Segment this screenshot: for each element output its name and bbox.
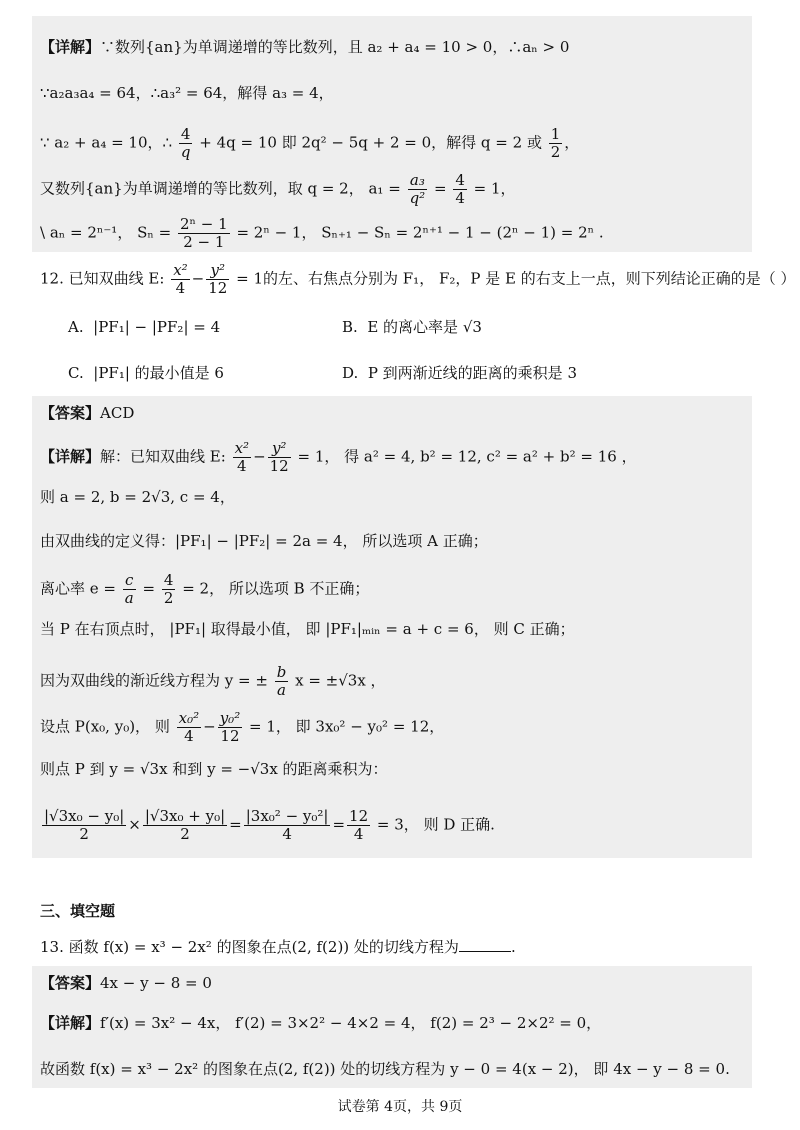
fraction bbox=[171, 262, 189, 297]
text: 则点 P 到 y = √3x 和到 y = −√3x 的距离乘积为： bbox=[40, 760, 388, 778]
q12-detail-line-4 bbox=[40, 572, 369, 607]
denominator: 2 bbox=[79, 825, 89, 843]
option-label: D. bbox=[342, 364, 359, 382]
text: ， bbox=[564, 133, 580, 152]
fraction bbox=[179, 126, 193, 161]
fraction bbox=[408, 172, 428, 207]
answer-blank bbox=[459, 937, 511, 952]
q12-answer bbox=[40, 402, 134, 424]
option-label: C. bbox=[68, 364, 84, 382]
denominator: 4 bbox=[353, 825, 364, 843]
text: 离心率 e = bbox=[40, 579, 116, 598]
q12-detail-line-3 bbox=[40, 530, 488, 552]
text: − bbox=[253, 447, 266, 466]
text: = 1， 得 a² = 4, b² = 12, c² = a² + b² = 16 ， bbox=[297, 447, 637, 466]
section-title-text: 三、填空题 bbox=[40, 902, 116, 920]
numerator: 1 bbox=[550, 125, 561, 143]
answer-value: 4x − y − 8 = 0 bbox=[100, 974, 212, 992]
page-number: 试卷第 4页，共 9页 bbox=[337, 1099, 463, 1115]
detail-label: 【详解】 bbox=[40, 1014, 101, 1032]
text: 因为双曲线的渐近线方程为 y = ± bbox=[40, 671, 268, 690]
numerator: 2ⁿ − 1 bbox=[179, 215, 228, 233]
text: ∵数列{an}为单调递增的等比数列，且 a₂ + a₄ = 10 > 0，∴aₙ > 0 bbox=[100, 38, 570, 56]
text: = bbox=[433, 179, 447, 198]
numerator: y² bbox=[268, 440, 291, 458]
numerator: y₀² bbox=[219, 709, 241, 727]
answer-value: ACD bbox=[100, 404, 135, 422]
text: 当 P 在右顶点时， |PF₁| 取得最小值， 即 |PF₁|ₘᵢₙ = a + c = 6， 则 C 正确； bbox=[40, 620, 575, 638]
q12-option-c bbox=[68, 362, 224, 384]
numerator: |3x₀² − y₀²| bbox=[245, 807, 329, 825]
text: − bbox=[203, 717, 216, 736]
q12-detail-line-7 bbox=[40, 710, 444, 745]
q12-detail-line-2 bbox=[40, 486, 235, 508]
q11-detail-line-4 bbox=[40, 172, 516, 207]
numerator: x² bbox=[173, 261, 188, 279]
q12-detail-line-8 bbox=[40, 758, 388, 780]
denominator: a bbox=[124, 589, 134, 607]
text: ∵ a₂ + a₄ = 10，∴ bbox=[40, 133, 173, 152]
denominator: a bbox=[277, 681, 286, 699]
fraction bbox=[162, 572, 176, 607]
denominator: 12 bbox=[220, 727, 240, 745]
denominator: 4 bbox=[175, 279, 186, 297]
text: \ aₙ = 2ⁿ⁻¹， Sₙ = bbox=[40, 223, 172, 242]
denominator: 12 bbox=[208, 279, 228, 297]
denominator: 2 bbox=[550, 143, 561, 161]
denominator: 4 bbox=[455, 189, 465, 207]
option-label: A. bbox=[68, 318, 84, 336]
text: = 1， 即 3x₀² − y₀² = 12， bbox=[249, 717, 445, 736]
fraction bbox=[178, 216, 230, 251]
q11-detail-line-1 bbox=[40, 36, 569, 58]
q11-detail-line-3 bbox=[40, 126, 579, 161]
denominator: 4 bbox=[282, 825, 292, 843]
fraction bbox=[268, 440, 291, 475]
text: ∵a₂a₃a₄ = 64，∴a₃² = 64，解得 a₃ = 4， bbox=[40, 84, 334, 102]
text: 故函数 f(x) = x³ − 2x² 的图象在点(2, f(2)) 处的切线方程为 y − 0 = 4(x − 2)， 即 4x − y − 8 = 0. bbox=[40, 1060, 730, 1078]
q12-option-d bbox=[342, 362, 577, 384]
text: . bbox=[510, 938, 516, 956]
detail-label: 【详解】 bbox=[40, 447, 101, 466]
q11-detail-line-5 bbox=[40, 216, 604, 251]
q12-detail-line-1 bbox=[40, 440, 637, 475]
section-title bbox=[40, 900, 115, 922]
denominator: 2 bbox=[180, 825, 190, 843]
denominator: q² bbox=[409, 189, 426, 207]
numerator: |√3x₀ − y₀| bbox=[44, 807, 125, 825]
text: 12. 已知双曲线 E: bbox=[40, 269, 165, 288]
fraction bbox=[177, 710, 202, 745]
detail-label: 【详解】 bbox=[40, 38, 101, 56]
text: 设点 P(x₀, y₀)， 则 bbox=[40, 717, 170, 736]
option-text: P 到两渐近线的距离的乘积是 3 bbox=[367, 364, 577, 382]
answer-label: 【答案】 bbox=[40, 974, 101, 992]
q12-stem bbox=[40, 262, 796, 297]
text: 则 a = 2, b = 2√3, c = 4， bbox=[40, 488, 235, 506]
denominator: 4 bbox=[184, 727, 194, 745]
option-text: E 的离心率是 √3 bbox=[367, 318, 482, 336]
q13-detail-line-1 bbox=[40, 1012, 601, 1034]
numerator: x² bbox=[234, 439, 250, 457]
fraction bbox=[218, 710, 243, 745]
text: f′(x) = 3x² − 4x， f′(2) = 3×2² − 4×2 = 4， f(2) = 2³ − 2×2² = 0， bbox=[100, 1014, 602, 1032]
option-label: B. bbox=[342, 318, 358, 336]
numerator: 12 bbox=[349, 807, 369, 825]
text: = bbox=[142, 579, 156, 598]
numerator: c bbox=[123, 572, 136, 590]
text: = 1， bbox=[473, 179, 516, 198]
q12-detail-line-5 bbox=[40, 618, 575, 640]
text: 由双曲线的定义得：|PF₁| − |PF₂| = 2a = 4， 所以选项 A 正确； bbox=[40, 532, 488, 550]
text: = bbox=[229, 815, 242, 834]
denominator: 4 bbox=[237, 457, 247, 475]
fraction bbox=[206, 262, 229, 297]
text: 解：已知双曲线 E: bbox=[100, 447, 226, 466]
fraction bbox=[244, 808, 331, 843]
text: x = ±√3x ， bbox=[295, 671, 386, 690]
fraction bbox=[347, 808, 370, 843]
numerator: 4 bbox=[179, 126, 193, 144]
q13-detail-line-2 bbox=[40, 1058, 730, 1080]
q12-detail-line-9 bbox=[40, 808, 495, 843]
q13-answer bbox=[40, 972, 212, 994]
denominator: q bbox=[180, 143, 191, 161]
q11-detail-line-2 bbox=[40, 82, 334, 104]
text: + 4q = 10 即 2q² − 5q + 2 = 0，解得 q = 2 或 bbox=[199, 133, 542, 152]
text: = bbox=[332, 815, 346, 834]
text: = 2ⁿ − 1， Sₙ₊₁ − Sₙ = 2ⁿ⁺¹ − 1 − (2ⁿ − 1) = 2ⁿ . bbox=[236, 223, 604, 242]
text: = 3， 则 D 正确. bbox=[376, 815, 495, 834]
numerator: |√3x₀ + y₀| bbox=[144, 807, 226, 825]
fraction bbox=[453, 172, 467, 207]
q12-detail-line-6 bbox=[40, 664, 386, 699]
answer-label: 【答案】 bbox=[40, 404, 101, 422]
numerator: 4 bbox=[455, 171, 465, 189]
fraction bbox=[42, 808, 126, 843]
text: 13. 函数 f(x) = x³ − 2x² 的图象在点(2, f(2)) 处的切线方程为 bbox=[40, 938, 459, 956]
q13-stem bbox=[40, 936, 516, 958]
q12-option-b bbox=[342, 316, 482, 338]
denominator: 12 bbox=[269, 457, 289, 475]
fraction bbox=[233, 440, 251, 475]
numerator: b bbox=[276, 663, 287, 681]
numerator: a₃ bbox=[408, 172, 428, 190]
fraction bbox=[123, 572, 136, 607]
text: = 2， 所以选项 B 不正确； bbox=[182, 579, 370, 598]
denominator: 2 − 1 bbox=[183, 233, 225, 251]
text: × bbox=[128, 815, 141, 834]
option-text: |PF₁| 的最小值是 6 bbox=[93, 364, 224, 382]
q12-option-a bbox=[68, 316, 220, 338]
fraction bbox=[549, 126, 563, 161]
fraction bbox=[143, 808, 227, 843]
text: = 1的左、右焦点分别为 F₁， F₂，P 是 E 的右支上一点，则下列结论正确的是（ ） bbox=[236, 269, 796, 288]
fraction bbox=[275, 664, 289, 699]
numerator: 4 bbox=[163, 571, 174, 589]
text: 又数列{an}为单调递增的等比数列，取 q = 2， a₁ = bbox=[40, 179, 401, 198]
page-footer bbox=[0, 1096, 800, 1116]
denominator: 2 bbox=[163, 589, 174, 607]
numerator: x₀² bbox=[178, 709, 200, 727]
numerator: y² bbox=[206, 262, 229, 280]
option-text: |PF₁| − |PF₂| = 4 bbox=[93, 318, 221, 336]
text: − bbox=[191, 269, 205, 288]
